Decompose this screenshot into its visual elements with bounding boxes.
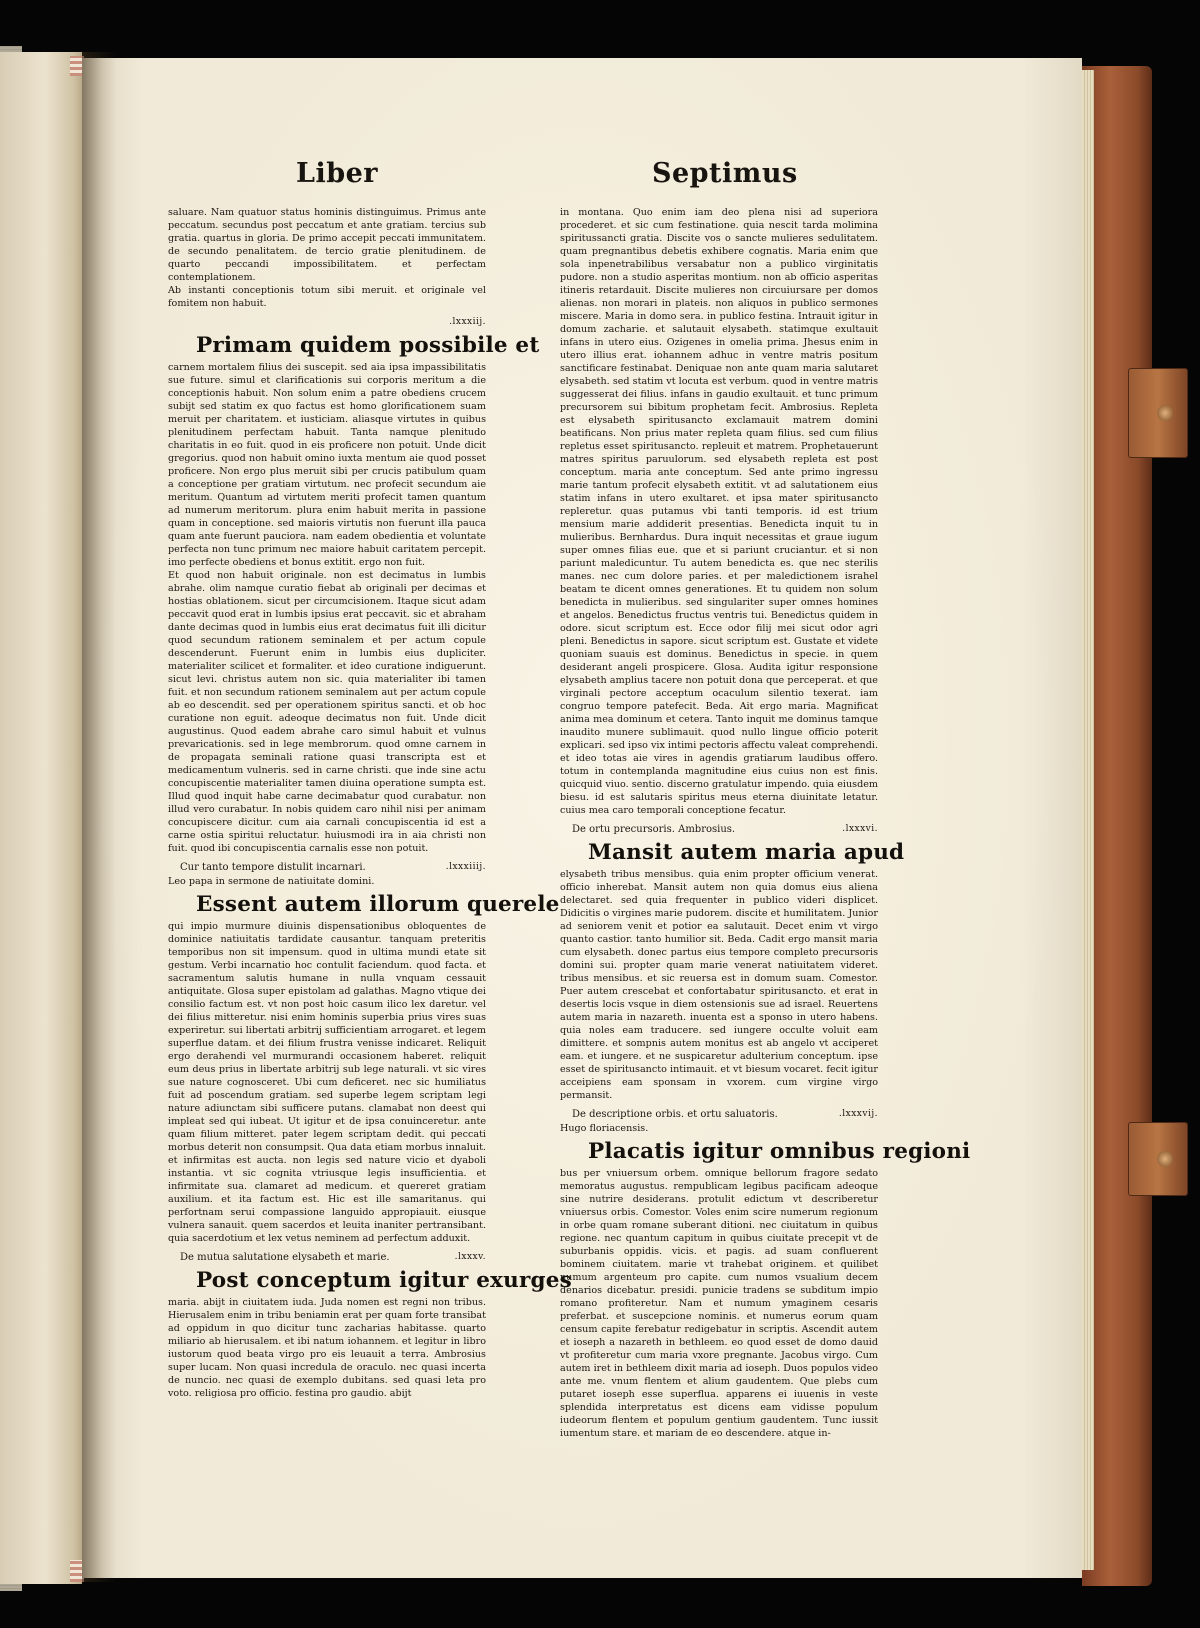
section-heading: Primam quidem possibile et [196,333,540,358]
chapter-number: .lxxxvi. [842,824,878,834]
text-paragraph: in montana. Quo enim iam deo plena nisi ad superiora procederet. et sic cum festinatione. quia nescit tarda molimina spiritussancti gratia. Discite vos o sancte mulieres sedulitatem. quam pregnantibus debetis exhibere cognatis. Maria enim que sola inpenetrabilibus versabatur non a publico virginitatis pudore. non a studio asperitas montium. non ab officio asperitas itineris retardauit. Discite mulieres non circuiursare per domos alienas. non morari in plateis. non aliquos in publico sermones miscere. Maria in domo sera. in publico festina. Intrauit igitur in domum zacharie. et salutauit elysabeth. statimque exultauit infans in utero eius. Ozigenes in omelia prima. Jhesus enim in utero illius erat. iohannem adhuc in ventre matris positum sanctificare festinabat. Deniquae non ante quam maria salutaret elysabeth. sed statim vt locuta est verbum. quod in ventre matris suggesserat dei filius. infans in gaudio exultauit. et tunc primum precursorem sui bibitum prophetam fecit. Ambrosius. Repleta est elysabeth spiritusancto exclamauit matrem domini beatificans. Non prius mater repleta quam filius. sed cum filius repletus esset spiritusancto. repleuit et matrem. Prophetauerunt matres spiritus paruulorum. sed elysabeth repleta est post conceptum. maria ante conceptum. Sed ante primo ingressu marie tantum profecit elysabeth extitit. vt ad salutationem eius statim infans in utero exultaret. et ipsa mater spiritusancto repleretur. quas putamus vbi tanti temporis. id est trium mensium marie addiderit presentias. Benedicta inquit tu in mulieribus. Bernhardus. Dura inquit necessitas et graue iugum super omnes filias eue. que et si pariunt cruciantur. et si non pariunt maledicuntur. Tu autem benedicta es. que nec sterilis manes. nec cum dolore paries. et per maledictionem israhel beatam te dicent omnes generationes. Et tu quidem non solum benedicta in mulieribus. sed singulariter super omnes homines et angelos. Benedictus fructus ventris tui. Benedictus quidem in odore. sicut scriptum est. Ecce odor filij mei sicut odor agri pleni. Benedictus in sapore. sicut scriptum est. Gustate et videte quoniam suauis est dominus. Benedictus in specie. in quem desiderant angeli prospicere. Glosa. Audita igitur responsione elysabeth amplius tacere non potuit dona que perceperat. et que virginali pectore acceptum ocaculum silentio texerat. iam congruo tempore patefecit. Beda. Ait ergo maria. Magnificat anima mea dominum et cetera. Tanto inquit me dominus tamque inaudito munere sublimauit. quod nullo lingue officio poterit explicari. sed ipso vix intimi pectoris affectu valeat comprehendi. et ideo totas aie vires in agendis gratiarum laudibus offero. totum in contemplanda magnitudine eius cuius non est finis. quicquid viuo. sentio. discerno gratulatur impendo. quia eiusdem biesu. id est salutaris spiritus meus eterna diuinitate letatur. cuius mea caro temporali conceptione fecatur. [560,207,878,816]
chapter-number: .lxxxiij. [449,317,486,327]
text-paragraph: saluare. Nam quatuor status hominis distinguimus. Primus ante peccatum. secundus post peccatum et ante gratiam. tercius sub gratia. quartus in gloria. De primo accepit peccati immunitatem. de secundo penalitatem. de tercio gratie plenitudinem. de quarto peccandi impossibilitatem. et perfectam contemplationem. [168,207,486,283]
text-paragraph: qui impio murmure diuinis dispensationibus obloquentes de dominice natiuitatis tardidate causantur. tanquam preteritis temporibus non sit impensum. quod in ultima mundi etate sit gestum. Verbi incarnatio hoc contulit faciendum. quod facta. et sacramentum salutis humane in nulla vnquam cessauit antiquitate. Glosa super epistolam ad galathas. Magno vtique dei consilio factum est. vt non post hoic casum ilico lex daretur. vel dei filius mitteretur. nisi enim hominis superbia prius vires suas experiretur. sui libertati arbitrij sufficientiam arrogaret. et legem superflue datam. et dei filium frustra venisse indicaret. Reliquit ergo derahendi vel murmurandi occasionem haberet. reliquit eum deus prius in libertate arbitrij sub lege naturali. vt sic vires sue nature cognosceret. Ubi cum deficeret. nec sic humiliatus fuit ad poscendum gratiam. sed superbe legem scriptam legi nature adiunctam sibi sufficere putans. clamabat non deest qui impleat sed qui iubeat. Ut igitur et de ipsa conuinceretur. ante quam filium mitteret. pater legem scriptam dedit. qui peccati morbus deterit non consumpsit. Qua data etiam morbus innaluit. et infirmitas est aucta. non legis sed nature vicio et dyaboli instantia. vt sic cognita vtriusque legis insufficientia. et infirmitate sua. clamaret ad medicum. et quereret gratiam auxilium. et ita factum est. Hic est ille samaritanus. qui perfortnam serui compassione languido appropiauit. eiusque vulnera sanauit. quem sacerdos et leuita inaniter pertransibant. quia sacerdotium et lex vetus neminem ad perfectum adduxit. [168,921,486,1244]
facing-page [0,52,82,1584]
text-paragraph: bus per vniuersum orbem. omnique bellorum fragore sedato memoratus augustus. rempublicam legibus pacificam adeoque sine nutrire desiderans. protulit edictum vt describeretur vniuersus orbis. Comestor. Voles enim scire numerum regionum in orbe quam romane suberant ditioni. nec ciuitatum in quibus regione. nec quantum capitum in quibus ciuitate precepit vt de suburbanis oppidis. vicis. et pagis. ad suam confluerent bominem ciuitatem. marie vt trahebat originem. et quilibet numum argenteum pro capite. cum numos vsualium decem denarios dicebatur. presidi. punicie tradens se subditum impio romano profiteretur. Nam et numum ymaginem cesaris preferbat. et suscepcione nominis. et numerus eorum quam censum capite ferebatur redigebatur in scriptis. Ascendit autem et ioseph a nazareth in bethleem. eo quod esset de domo dauid vt profiteretur cum maria vxore pregnante. Jacobus virgo. Cum autem iret in bethleem dixit maria ad ioseph. Duos populos video ante me. vnum flentem et alium gaudentem. Que plebs cum putaret ioseph esse superflua. apparens ei iuuenis in veste splendida interpretatus est dicens eam vidisse populum iudeorum flentem et populum gentium gaudentem. Tunc iussit iumentum stare. et mariam de eo descendere. atque in- [560,1168,878,1439]
text-paragraph: maria. abijt in ciuitatem iuda. Juda nomen est regni non tribus. Hierusalem enim in tribu beniamin erat per quam forte transibat ad oppidum in quo dicitur tunc zacharias habitasse. quarto miliario ab hierusalem. et ibi natum iohannem. et legitur in libro iustorum quod beata virgo pro eis leuauit a terra. Ambrosius super lucam. Non quasi incredula de oraculo. nec quasi incerta de nuncio. nec quasi de exemplo dubitans. sed quasi leta pro voto. religiosa pro officio. festina pro gaudio. abijt [168,1297,486,1399]
running-head-septimus: Septimus [652,158,798,189]
chapter-rubric [180,1251,486,1264]
rubric-title: De descriptione orbis. et ortu saluatoris. [572,1109,778,1120]
section-heading: Placatis igitur omnibus regioni [588,1139,971,1164]
rubric-title: Cur tanto tempore distulit incarnari. [180,862,366,873]
running-head-liber: Liber [296,158,379,189]
chapter-number: .lxxxiiij. [445,862,486,872]
clasp-pin [1157,1151,1173,1167]
chapter-rubric [180,316,486,329]
text-paragraph: carnem mortalem filius dei suscepit. sed aia ipsa impassibilitatis sue future. simul et clarificationis sui corporis meritum a die conceptionis habuit. Non solum enim a patre obediens crucem subijt sed statim ex quo factus est homo glorificationem suam meruit per charitatem. et iusticiam. aliasque virtutes in quibus plenitudinem perfectam habuit. Tanta namque plenitudo charitatis in eo fuit. quod in eis proficere non potuit. Unde dicit gregorius. quod non habuit omino iuxta mentum aie quod posset proficere. Non ergo plus meruit sibi per crucis patibulum quam a conceptione per gratiam virtutum. nec profecit secundum aie meritum. Quantum ad virtutem meriti profecit tamen quantum ad numerum meritorum. plura enim habuit merita in passione quam in conceptione. sed maioris virtutis non fuerunt illa pauca quam ante fuerunt pauciora. nam eadem obedientia et voluntate perfecta non tunc primum nec maiore habuit caritatem percepit. imo perfecte obediens et bonus extitit. ergo non fuit. [168,362,486,568]
chapter-rubric [572,823,878,836]
section-heading: Mansit autem maria apud [588,840,905,865]
clasp-lower [1128,1122,1188,1196]
chapter-rubric [572,1108,878,1121]
clasp-upper [1128,368,1188,458]
gutter-shadow [82,52,116,1582]
chapter-rubric [180,861,486,874]
clasp-pin [1157,405,1173,421]
text-paragraph: Hugo floriacensis. [560,1123,649,1134]
chapter-number: .lxxxvij. [838,1109,878,1119]
section-heading: Post conceptum igitur exurges [196,1268,572,1293]
rubric-title: De ortu precursoris. Ambrosius. [572,824,736,835]
text-paragraph: Leo papa in sermone de natiuitate domini. [168,876,375,887]
right-text-column [560,206,971,1440]
chapter-number: .lxxxv. [454,1252,486,1262]
text-paragraph: Ab instanti conceptionis totum sibi meruit. et originale vel fomitem non habuit. [168,285,486,309]
text-paragraph: Et quod non habuit originale. non est decimatus in lumbis abrahe. olim namque curatio fiebat ab originali per decimas et hostias oblationem. sicut per circumcisionem. Itaque sicut adam peccavit quod erat in lumbis ipsius erat peccavit. sic et abraham dante decimas quod in lumbis eius erat decimatus fuit illi dicitur quod secundum rationem seminalem et per actum copule descenderunt. Fuerunt enim in lumbis eius dupliciter. materialiter scilicet et formaliter. et ideo curatione indiguerunt. sicut levi. christus autem non sic. quia materialiter ibi tamen fuit. et non secundum rationem seminalem aut per actum copule ab eo descendit. sed per operationem spiritus sancti. et ob hoc curatione non eguit. adeoque decimatus non fuit. Unde dicit augustinus. Quod eadem abrahe caro simul habuit et vulnus prevaricationis. sed in lege membrorum. quod omne carnem in de propagata seminali ratione quasi transcripta est et medicamentum vulneris. sed in carne christi. que inde sine actu concupiscentie materialiter tamen diuina operatione sumpta est. Illud quod inquit habe carne decimabatur quod curabatur. non illud vero curabatur. In nobis quidem caro nihil nisi per animam concupiscere dicitur. cum aia carnali concupiscentia id est a carne ostia spiritui reluctatur. huiusmodi ira in aia christi non fuit. quod ibi concupiscentia carnalis esse non potuit. [168,570,486,854]
left-text-column [168,206,572,1400]
rubric-title: De mutua salutatione elysabeth et marie. [180,1252,390,1263]
section-heading: Essent autem illorum querele [196,892,560,917]
text-paragraph: elysabeth tribus mensibus. quia enim propter officium venerat. officio inherebat. Mansit autem non quia domus eius aliena delectaret. sed quia frequenter in publico videri displicet. Didicitis o virgines marie pudorem. discite et humilitatem. Junior ad seniorem venit et potior ea salutauit. Decet enim vt virgo quanto castior. tanto humilior sit. Beda. Cadit ergo mansit maria cum elysabeth. donec partus eius tempore completo precursoris domini sui. propter quam marie venerat natiuitatem videret. tribus mensibus. et sic reuersa est in domum suam. Comestor. Puer autem crescebat et confortabatur spiritusancto. et erat in desertis locis vsque in diem ostensionis sue ad israel. Reuertens autem maria in nazareth. inuenta est a sponso in utero habens. quia noles eam traducere. sed iungere occulte voluit eam dimittere. et sompnis autem monitus est ab angelo vt acciperet eam. et iungere. et ne suspicaretur adulterium conceptum. ipse esset de spiritusancto intimauit. et vt biesum vocaret. fecit igitur acceipiens eam sponsam in vxorem. cum virgine virgo permansit. [560,869,878,1101]
